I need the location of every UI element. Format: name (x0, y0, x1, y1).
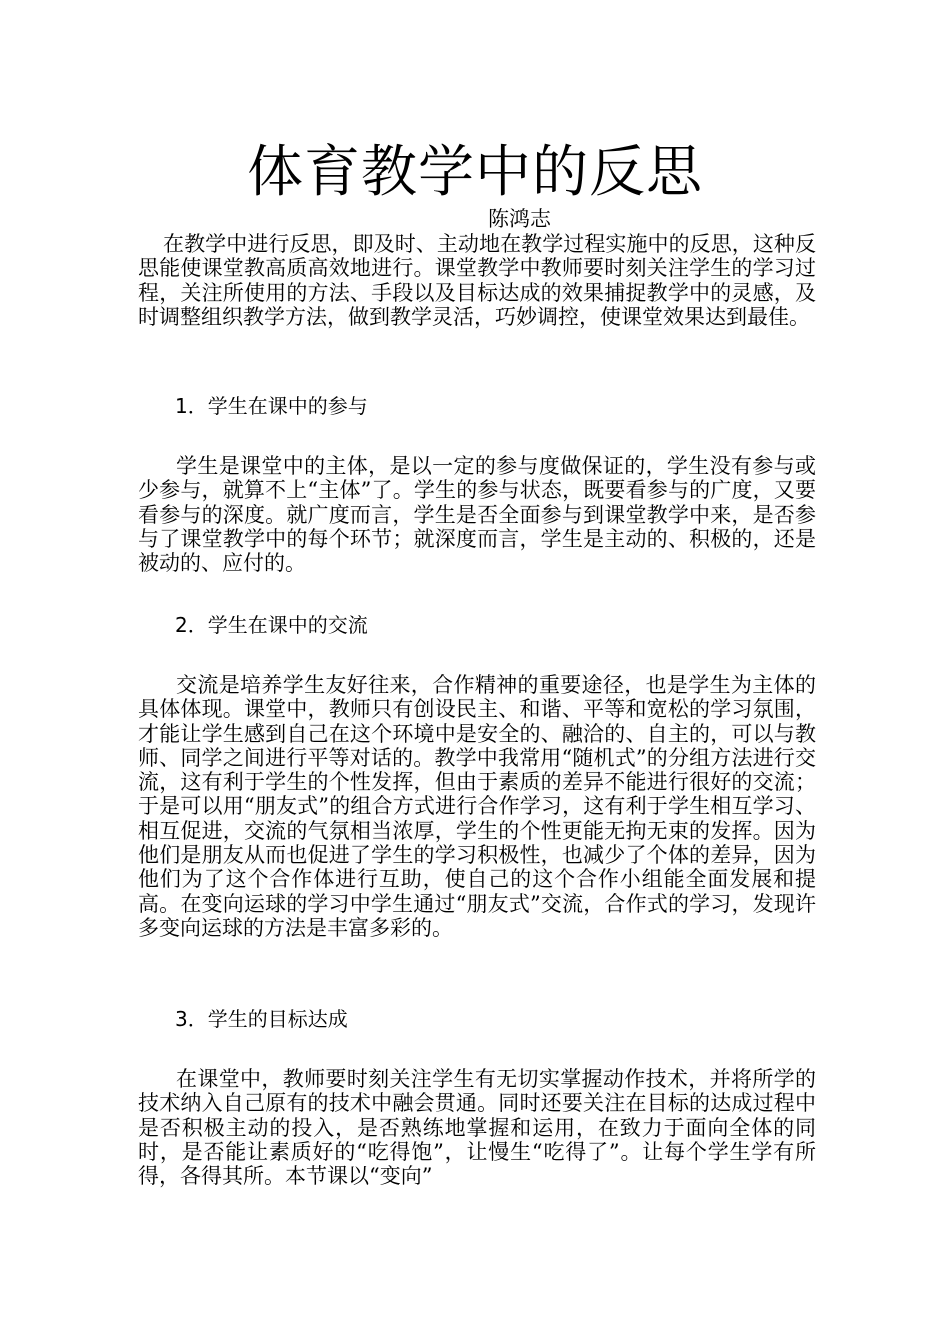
section-2-heading: 2．学生在课中的交流 (175, 613, 368, 637)
section-1-heading: 1．学生在课中的参与 (175, 394, 368, 418)
document-title: 体育教学中的反思 (247, 140, 703, 205)
intro-paragraph: 在教学中进行反思，即及时、主动地在教学过程实施中的反思，这种反思能使课堂教高质高效地进行。课堂教学中教师要时刻关注学生的学习过程，关注所使用的方法、手段以及目标达成的效果捕捉教学中的灵感，及时调整组织教学方法，做到教学灵活，巧妙调控，使课堂效果达到最佳。 (138, 232, 816, 329)
section-2-body: 交流是培养学生友好往来，合作精神的重要途径，也是学生为主体的具体体现。课堂中，教师只有创设民主、和谐、平等和宽松的学习氛围，才能让学生感到自己在这个环境中是安全的、融洽的、自主的，可以与教师、同学之间进行平等对话的。教学中我常用“随机式”的分组方法进行交流，这有利于学生的个性发挥，但由于素质的差异不能进行很好的交流；于是可以用“朋友式”的组合方式进行合作学习，这有利于学生相互学习、相互促进，交流的气氛相当浓厚，学生的个性更能无拘无束的发挥。因为他们是朋友从而也促进了学生的学习积极性，也减少了个体的差异，因为他们为了这个合作体进行互助，使自己的这个合作小组能全面发展和提高。在变向运球的学习中学生通过“朋友式”交流，合作式的学习，发现许多变向运球的方法是丰富多彩的。 (138, 673, 816, 940)
section-1-body: 学生是课堂中的主体，是以一定的参与度做保证的，学生没有参与或少参与，就算不上“主体”了。学生的参与状态，既要看参与的广度，又要看参与的深度。就广度而言，学生是否全面参与到课堂教学中来，是否参与了课堂教学中的每个环节；就深度而言，学生是主动的、积极的，还是被动的、应付的。 (138, 454, 816, 576)
section-3-heading: 3．学生的目标达成 (175, 1007, 348, 1031)
author-name: 陈鸿志 (488, 207, 551, 231)
section-3-body: 在课堂中，教师要时刻关注学生有无切实掌握动作技术，并将所学的技术纳入自己原有的技术中融会贯通。同时还要关注在目标的达成过程中是否积极主动的投入，是否熟练地掌握和运用，在致力于面向全体的同时，是否能让素质好的“吃得饱”，让慢生“吃得了”。让每个学生学有所得，各得其所。本节课以“变向” (138, 1067, 816, 1189)
